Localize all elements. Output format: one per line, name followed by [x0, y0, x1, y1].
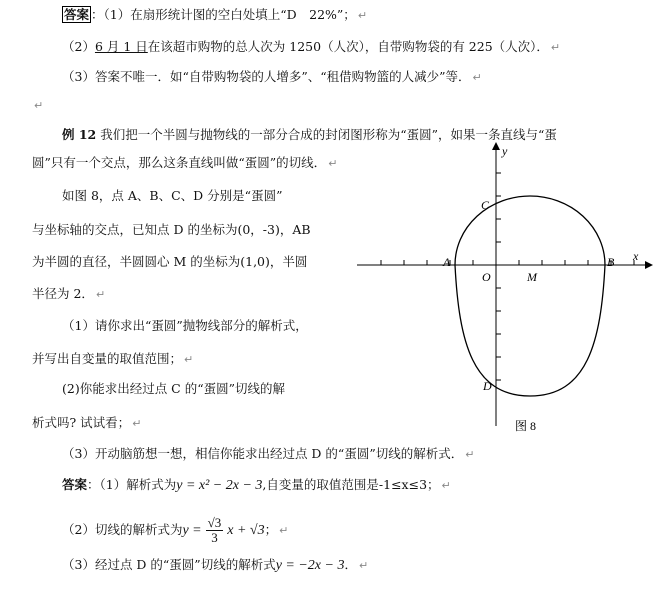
example-para-4-text: 半径为 2．: [32, 286, 94, 301]
example-para-3-text: 为半圆的直径，半圆圆心 M 的坐标为(1,0)，半圆: [32, 254, 308, 269]
answer2-l2-fraction: [206, 516, 224, 545]
paragraph-mark: ↵: [441, 479, 451, 492]
answer1-text: ：（1）在扇形统计图的空白处填上“D 22%”；: [91, 7, 356, 22]
example-q3-text: （3）开动脑筋想一想，相信你能求出经过点 D 的“蛋圆”切线的解析式．: [62, 446, 464, 461]
paragraph-mark: ↵: [132, 417, 142, 430]
label-y: y: [502, 144, 508, 158]
answer1-q2-date: 6 月 1 日: [94, 39, 148, 54]
answer1-q2-prefix: （2）: [62, 39, 95, 54]
label-x: x: [633, 249, 639, 263]
example-q1-a: [62, 318, 308, 334]
x-ticks: [381, 260, 634, 265]
answer1-line2: [62, 39, 560, 56]
example-q1-a-text: （1）请你求出“蛋圆”抛物线部分的解析式，: [62, 318, 308, 333]
answer2-l3-end: ．: [344, 557, 357, 572]
example-q2-b: [32, 415, 141, 432]
answer2-l1-prefix: ：（1）解析式为: [87, 477, 177, 492]
egg-lower-parabola: [455, 265, 605, 396]
answer2-l2-y: y =: [182, 523, 202, 538]
fraction-numerator: √3: [207, 515, 222, 530]
answer2-label: 答案: [62, 477, 88, 492]
example-para-4: [32, 286, 105, 303]
example-para-1-text: 如图 8，点 A、B、C、D 分别是“蛋圆”: [62, 188, 283, 203]
label-M: M: [527, 270, 537, 284]
label-B: B: [607, 255, 615, 269]
example-intro-2: 圆”只有一个交点，那么这条直线叫做“蛋圆”的切线．: [32, 155, 327, 170]
example-para-2: [32, 222, 311, 238]
figure-caption: 图 8: [515, 419, 537, 433]
paragraph-mark: ↵: [34, 99, 44, 112]
x-axis-arrow: [645, 261, 653, 269]
answer2-l2-tail: x + √3: [227, 523, 265, 538]
y-ticks: [496, 173, 501, 380]
answer2-l1-formula: y = x² − 2x − 3: [176, 478, 263, 493]
example-q1-b-text: 并写出自变量的取值范围；: [32, 351, 183, 366]
answer2-line2: [62, 514, 288, 547]
answer2-l2-end: ；: [264, 522, 278, 537]
example-intro-line2: [32, 155, 337, 172]
answer2-l2-prefix: （2）切线的解析式为: [62, 522, 183, 537]
blank-paragraph: [32, 97, 43, 114]
example-para-3: [32, 254, 307, 270]
label-C: C: [481, 198, 490, 212]
answer2-l3-prefix: （3）经过点 D 的“蛋圆”切线的解析式: [62, 557, 276, 572]
paragraph-mark: ↵: [359, 559, 369, 572]
example-label: 例 12: [62, 127, 97, 142]
example-para-1: [62, 188, 282, 204]
egg-upper-semicircle: [455, 196, 605, 265]
paragraph-mark: ↵: [357, 9, 368, 22]
example-q2-a-text: (2)你能求出经过点 C 的“蛋圆”切线的解: [62, 381, 285, 396]
paragraph-mark: ↵: [279, 524, 289, 537]
answer1-label: 答案: [64, 7, 90, 22]
label-D: D: [483, 379, 492, 393]
paragraph-mark: ↵: [465, 448, 475, 461]
example-intro-1: 我们把一个半圆与抛物线的一部分合成的封闭图形称为“蛋圆”，如果一条直线与“蛋: [100, 127, 557, 142]
answer1-line1: [62, 7, 367, 24]
example-q2-a: [62, 381, 285, 397]
paragraph-mark: ↵: [184, 353, 194, 366]
answer1-q2-text: 在该超市购物的总人次为 1250（人次），自带购物袋的有 225（人次）．: [147, 39, 549, 54]
paragraph-mark: ↵: [550, 41, 561, 54]
paragraph-mark: ↵: [95, 288, 106, 301]
y-axis-arrow: [492, 142, 500, 150]
example-q3: [62, 446, 474, 463]
figure-8: [355, 138, 655, 438]
answer2-l1-suffix: ,自变量的取值范围是-1≤x≤3；: [262, 477, 440, 492]
paragraph-mark: ↵: [328, 157, 338, 170]
fraction-denominator: 3: [211, 530, 218, 545]
example-para-2-text: 与坐标轴的交点，已知点 D 的坐标为(0，-3)，AB: [32, 222, 311, 237]
example-q1-b: [32, 351, 193, 368]
answer1-q3-text: （3）答案不唯一．如“自带购物袋的人增多”、“租借购物篮的人减少”等．: [62, 69, 471, 84]
label-O: O: [482, 270, 491, 284]
paragraph-mark: ↵: [472, 71, 482, 84]
example-q2-b-text: 析式吗? 试试看；: [32, 415, 131, 430]
answer2-l3-formula: y = −2x − 3: [275, 558, 345, 573]
answer2-line3: [62, 557, 368, 574]
answer1-line3: [62, 69, 482, 86]
answer2-line1: [62, 477, 451, 494]
label-A: A: [443, 255, 451, 269]
